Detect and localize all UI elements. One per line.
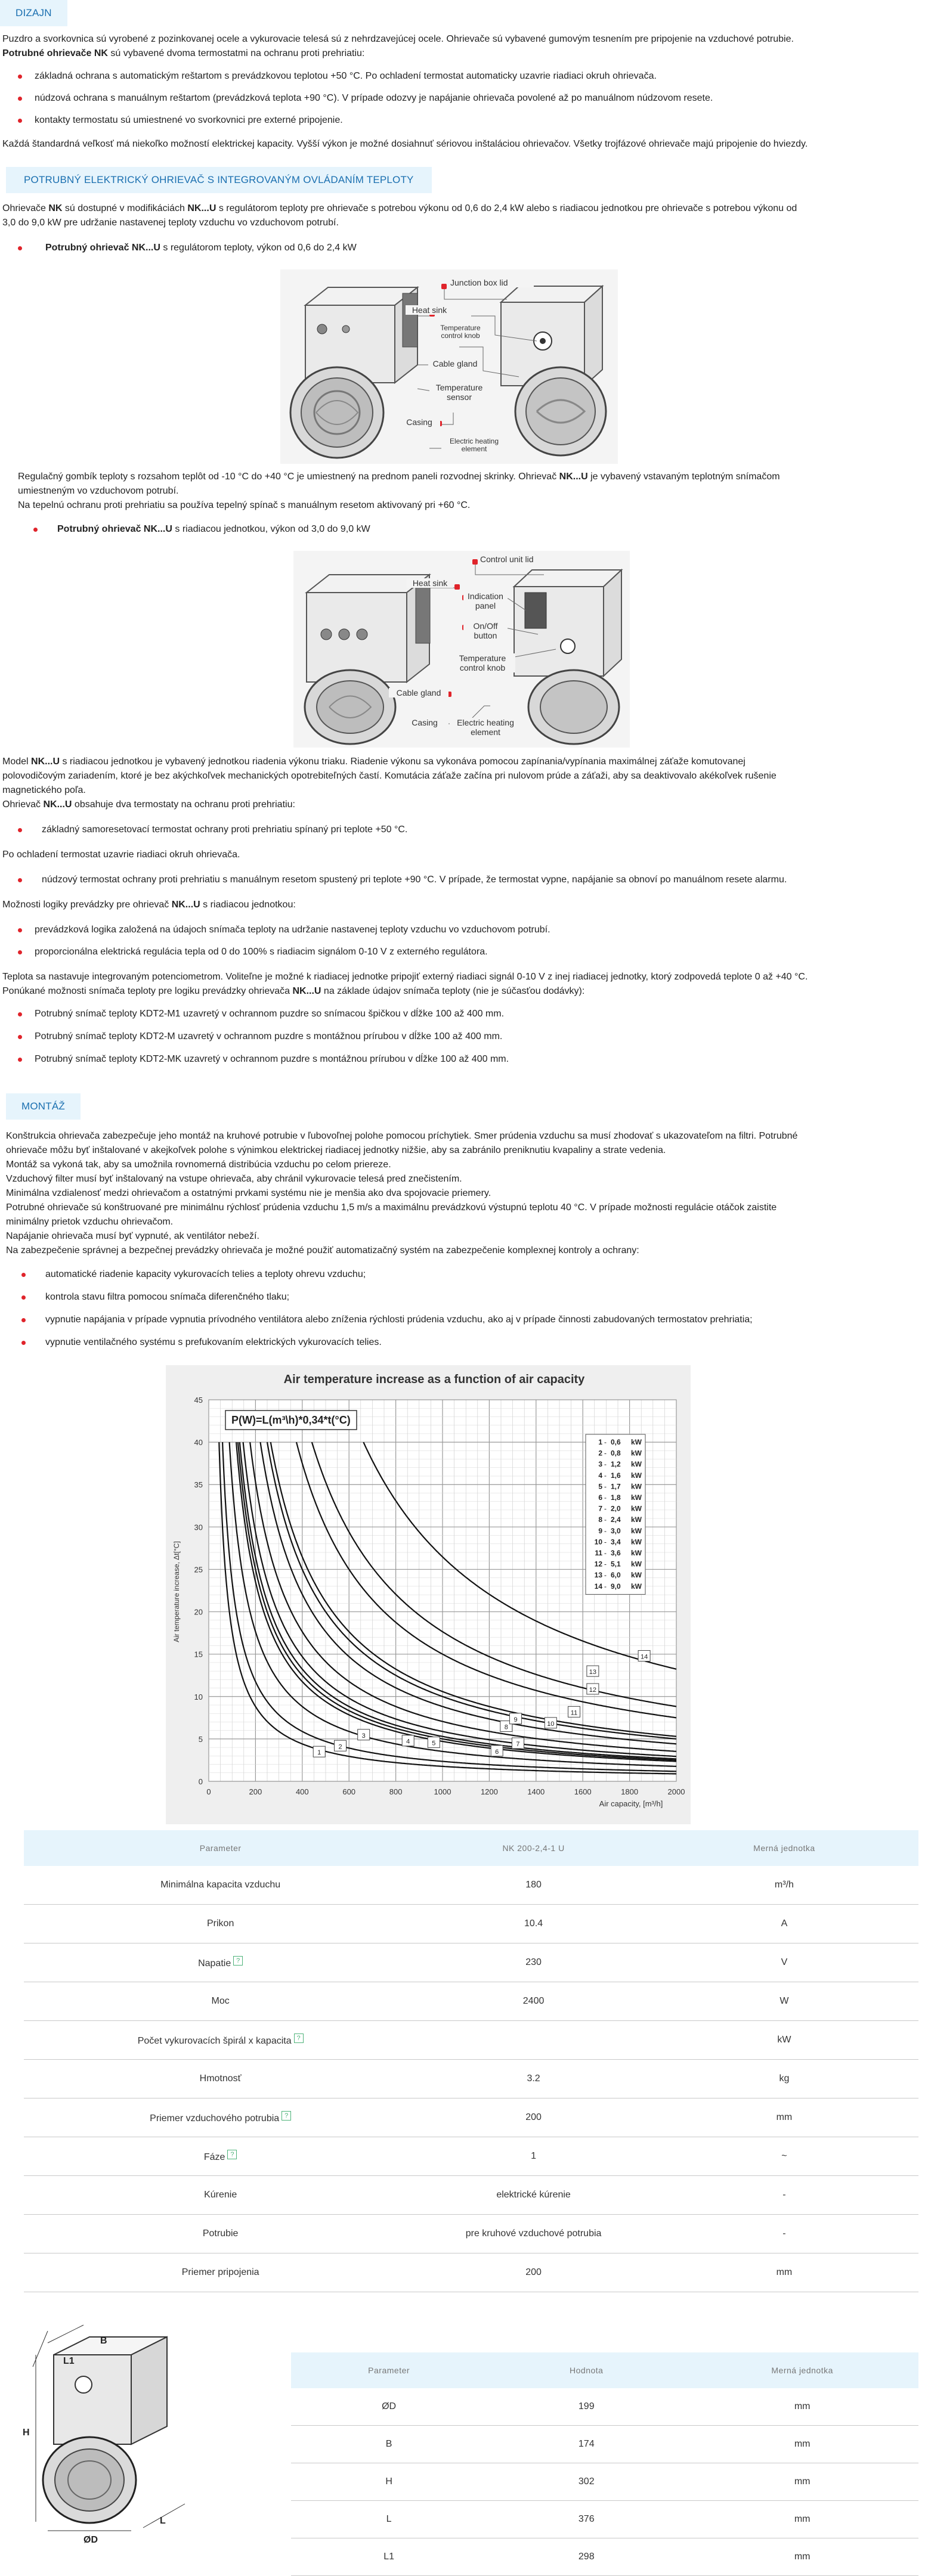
- param-unit: -: [650, 2176, 918, 2215]
- dims-cell-v: 376: [487, 2501, 686, 2538]
- help-icon[interactable]: ?: [294, 2033, 304, 2043]
- chart-title: Air temperature increase as a function of air capacity: [283, 1373, 585, 1386]
- chart-curve-label: 7: [516, 1741, 520, 1748]
- chart-legend-unit: kW: [631, 1504, 642, 1513]
- mounting-line: Konštrukcia ohrievača zabezpečuje jeho montáž na kruhové potrubie v ľubovoľnej polohe pomocou príchytiek. Smer prúdenia vzduchu sa musí zhodovať s ukazovateľom na filtri. Potrubné: [6, 1131, 798, 1141]
- label-cable-gland-2: Cable gland: [389, 688, 448, 698]
- label-electric-heating-element: Electric heating element: [441, 438, 507, 453]
- tab-heater-wrap: [6, 167, 924, 193]
- list-item: prevádzková logika založená na údajoch snímača teploty na udržanie nastavenej teploty vzduchu vo vzduchovom potrubí.: [2, 923, 921, 937]
- label-on-off-button: On/Off button: [463, 621, 508, 640]
- chart-legend-id: 3: [598, 1460, 602, 1469]
- param-name: Kúrenie: [24, 2176, 417, 2215]
- chart-curve-label: 3: [361, 1732, 366, 1740]
- heater-intro: [2, 202, 921, 255]
- chart-legend-id: 11: [595, 1549, 602, 1557]
- chart-ytick-label: 10: [194, 1692, 203, 1701]
- chart-legend-dash: -: [604, 1504, 607, 1513]
- has-two-thermostats: Ohrievač NK...U obsahuje dva termostaty na ochranu proti prehriatiu:: [2, 799, 295, 810]
- chart-curve-label: 10: [547, 1720, 555, 1728]
- label-temperature-control-knob: Temperature control knob: [437, 324, 484, 340]
- chart-legend-dash: -: [604, 1560, 607, 1568]
- figure-heater-large: [293, 551, 630, 748]
- chart-xtick-label: 1000: [434, 1787, 451, 1796]
- param-value: 10.4: [417, 1905, 650, 1943]
- chart-legend-dash: -: [604, 1515, 607, 1524]
- param-unit: mm: [650, 2098, 918, 2137]
- chart-xtick-label: 800: [389, 1787, 403, 1796]
- chart-legend-unit: kW: [631, 1537, 642, 1546]
- chart-legend-unit: kW: [631, 1449, 642, 1458]
- chart-ytick-label: 45: [194, 1396, 203, 1405]
- dims-cell-p: H: [291, 2463, 487, 2501]
- chart-legend-value: 0,8: [611, 1449, 621, 1458]
- chart-ylabel: Air temperature increase, Δt[°C]: [172, 1541, 181, 1642]
- param-unit: ~: [650, 2137, 918, 2176]
- param-value: 180: [417, 1866, 650, 1905]
- label-temperature-sensor: Temperature sensor: [429, 383, 489, 402]
- params-table: [24, 1830, 918, 2292]
- heater-intro-line1: Ohrievače NK sú dostupné v modifikáciách NK...U s regulátorom teploty pre ohrievače s potrebou výkonu od 0,6 do 2,4 kW alebo s riadiacou jednotkou pre ohrievače s potrebou výkonu od: [2, 203, 797, 213]
- dim-label-l: L: [160, 2516, 166, 2526]
- param-unit: kW: [650, 2021, 918, 2060]
- chart-legend-dash: -: [604, 1482, 607, 1491]
- label-indication-panel: Indication panel: [463, 591, 508, 610]
- list-item: kontakty termostatu sú umiestnené vo svorkovnici pre externé pripojenie.: [2, 113, 921, 128]
- param-name: Priemer vzduchového potrubia ?: [24, 2098, 417, 2137]
- table-row: [291, 2501, 918, 2538]
- help-icon[interactable]: ?: [282, 2111, 291, 2121]
- chart-legend-unit: kW: [631, 1438, 642, 1446]
- dimensions-table-body: [291, 2388, 918, 2576]
- marker-dot: [454, 584, 460, 590]
- chart-legend-id: 13: [594, 1571, 602, 1580]
- param-value: 230: [417, 1943, 650, 1982]
- chart-curve-label: 14: [640, 1653, 648, 1661]
- chart-ytick-label: 30: [194, 1523, 203, 1532]
- chart-legend-value: 6,0: [611, 1571, 621, 1580]
- dims-cell-p: ØD: [291, 2388, 487, 2426]
- param-value: pre kruhové vzduchové potrubia: [417, 2215, 650, 2253]
- mounting-section: [6, 1129, 924, 1350]
- chart-legend-value: 2,0: [611, 1504, 621, 1513]
- table-row: [291, 2538, 918, 2576]
- param-value: 3.2: [417, 2060, 650, 2098]
- label-control-unit-lid: Control unit lid: [480, 554, 552, 564]
- chart-legend-dash: -: [604, 1537, 607, 1546]
- label-electric-heating-element-2: Electric heating element: [450, 718, 521, 737]
- chart-legend-unit: kW: [631, 1526, 642, 1535]
- dim-label-l1: L1: [63, 2356, 75, 2366]
- dims-cell-u: mm: [686, 2463, 918, 2501]
- chart-legend-id: 9: [598, 1526, 602, 1535]
- tab-heater[interactable]: POTRUBNÝ ELEKTRICKÝ OHRIEVAČ S INTEGROVANÝM OVLÁDANÍM TEPLOTY: [6, 167, 432, 193]
- model-line3: magnetického poľa.: [2, 785, 86, 795]
- table-row: [24, 2060, 918, 2098]
- label-temperature-control-knob-2: Temperature control knob: [450, 653, 515, 672]
- chart-legend-id: 12: [594, 1560, 602, 1568]
- chart-legend-dash: -: [604, 1460, 607, 1469]
- figure-heater-small: [280, 269, 618, 464]
- table-row: [291, 2388, 918, 2426]
- chart-xtick-label: 1800: [621, 1787, 639, 1796]
- variant2-title: Potrubný ohrievač NK...U s riadiacou jednotkou, výkon od 3,0 do 9,0 kW: [18, 522, 928, 537]
- params-th: Parameter: [24, 1830, 417, 1866]
- dims-cell-p: B: [291, 2426, 487, 2463]
- list-item: vypnutie ventilačného systému s prefukovaním elektrických vykurovacích telies.: [6, 1335, 924, 1350]
- chart-legend-dash: -: [604, 1449, 607, 1458]
- model-line1: Model NK...U s riadiacou jednotkou je vybavený jednotkou riadenia výkonu triaku. Riadenie výkonu sa vykonáva pomocou zapínania/vypínania maximálnej záťaže komutovanej: [2, 757, 746, 767]
- dimensions-table: [291, 2352, 918, 2576]
- param-unit: mm: [650, 2253, 918, 2292]
- after-cool-text: Po ochladení termostat uzavrie riadiaci okruh ohrievača.: [2, 850, 240, 860]
- model-line2: polovodičovým zariadením, ktoré je bez akýchkoľvek mechanických opotrebiteľných častí. Komutácia záťaže začína pri nulovom prúde a záťaži, aby sa deaktivovalo akékoľvek rušenie: [2, 771, 777, 781]
- chart-ytick-label: 5: [198, 1734, 203, 1744]
- chart-ytick-label: 15: [194, 1650, 203, 1659]
- chart-formula: P(W)=L(m³\h)*0,34*t(°C): [231, 1414, 351, 1426]
- table-row: [291, 2463, 918, 2501]
- chart-curve-label: 12: [589, 1686, 597, 1694]
- param-unit: m³/h: [650, 1866, 918, 1905]
- tab-mounting[interactable]: MONTÁŽ: [6, 1093, 81, 1120]
- label-junction-box-lid: Junction box lid: [450, 278, 534, 287]
- chart-xtick-label: 1400: [527, 1787, 545, 1796]
- chart-legend-id: 1: [598, 1438, 602, 1446]
- chart-legend-dash: -: [604, 1571, 607, 1580]
- dims-th: Parameter: [291, 2352, 487, 2388]
- table-row: [24, 2021, 918, 2060]
- label-casing-2: Casing: [401, 718, 448, 727]
- mounting-line: Montáž sa vykoná tak, aby sa umožnila rovnomerná distribúcia vzduchu po celom priereze.: [6, 1160, 391, 1170]
- list-item: Potrubný snímač teploty KDT2-MK uzavretý v ochrannom puzdre s montážnou prírubou v dĺžke 100 až 400 mm.: [2, 1052, 921, 1067]
- table-row: [24, 2215, 918, 2253]
- params-table-body: [24, 1866, 918, 2292]
- tab-design[interactable]: DIZAJN: [0, 0, 67, 26]
- chart-legend-id: 10: [594, 1537, 602, 1546]
- thermostat-emergency-list: [2, 873, 921, 887]
- list-item: základná ochrana s automatickým reštartom s prevádzkovou teplotou +50 °C. Po ochladení termostat automaticky uzavrie riadiaci okruh ohrievača.: [2, 69, 921, 83]
- chart-legend-unit: kW: [631, 1549, 642, 1557]
- label-cable-gland: Cable gland: [428, 359, 482, 368]
- list-item: núdzová ochrana s manuálnym reštartom (prevádzková teplota +90 °C). V prípade odozvy je napájanie ohrievača povolené až po manuálnom núdzovom resete.: [2, 91, 921, 106]
- chart-legend-dash: -: [604, 1526, 607, 1535]
- dims-cell-u: mm: [686, 2538, 918, 2576]
- chart-legend-value: 2,4: [611, 1515, 621, 1524]
- chart-container: [166, 1365, 691, 1824]
- mounting-line: Potrubné ohrievače sú konštruované pre minimálnu rýchlosť prúdenia vzduchu 1,5 m/s a maximálnu prevádzkovú výstupnú teplotu 40 °C. V prípade možnosti regulácie otáčok zaistite: [6, 1202, 777, 1213]
- dims-cell-u: mm: [686, 2388, 918, 2426]
- chart-legend-unit: kW: [631, 1515, 642, 1524]
- chart-legend-value: 1,7: [611, 1482, 621, 1491]
- param-value: 2400: [417, 1982, 650, 2021]
- dims-cell-v: 174: [487, 2426, 686, 2463]
- chart-legend-value: 3,6: [611, 1549, 621, 1557]
- param-value: 200: [417, 2098, 650, 2137]
- list-item: Potrubný snímač teploty KDT2-M uzavretý v ochrannom puzdre s montážnou prírubou v dĺžke 100 až 400 mm.: [2, 1030, 921, 1044]
- design-p3: Každá štandardná veľkosť má niekoľko možností elektrickej kapacity. Vyšší výkon je možné dosiahnuť sériovou inštaláciou ohrievačov. Všetky trojfázové ohrievače majú pripojenie do hviezdy.: [2, 139, 808, 149]
- chart-xlabel: Air capacity, [m³/h]: [599, 1799, 663, 1808]
- params-table-header: [24, 1830, 918, 1866]
- dims-th: Hodnota: [487, 2352, 686, 2388]
- mounting-line: Napájanie ohrievača musí byť vypnuté, ak ventilátor nebeží.: [6, 1231, 259, 1241]
- chart-curve-label: 2: [338, 1743, 342, 1751]
- chart-ytick-label: 0: [198, 1777, 203, 1786]
- chart-ytick-label: 35: [194, 1480, 203, 1490]
- chart-legend-unit: kW: [631, 1560, 642, 1568]
- chart-legend-unit: kW: [631, 1460, 642, 1469]
- chart-legend-id: 14: [594, 1582, 602, 1591]
- table-row: [24, 1905, 918, 1943]
- chart-legend-value: 1,2: [611, 1460, 621, 1469]
- chart-curve-label: 6: [495, 1748, 499, 1756]
- chart-legend-dash: -: [604, 1549, 607, 1557]
- chart-legend-value: 0,6: [611, 1438, 621, 1446]
- chart-xtick-label: 1200: [480, 1787, 498, 1796]
- param-name: Hmotnosť: [24, 2060, 417, 2098]
- list-item: kontrola stavu filtra pomocou snímača diferenčného tlaku;: [6, 1290, 924, 1304]
- param-name: Počet vykurovacích špirál x kapacita ?: [24, 2021, 417, 2060]
- chart-legend-box: [586, 1434, 645, 1594]
- dimension-drawing: [12, 2319, 191, 2558]
- chart-legend-id: 8: [598, 1515, 602, 1524]
- list-item: proporcionálna elektrická regulácia tepla od 0 do 100% s riadiacim signálom 0-10 V z externého regulátora.: [2, 945, 921, 959]
- design-section: [2, 32, 921, 151]
- param-unit: -: [650, 2215, 918, 2253]
- list-item: Potrubný snímač teploty KDT2-M1 uzavretý v ochrannom puzdre so snímacou špičkou v dĺžke 100 až 400 mm.: [2, 1007, 921, 1021]
- chart-formula-box: [225, 1411, 357, 1430]
- param-value: 1: [417, 2137, 650, 2176]
- param-value: elektrické kúrenie: [417, 2176, 650, 2215]
- chart-legend-value: 1,8: [611, 1493, 621, 1502]
- list-item: automatické riadenie kapacity vykurovacích telies a teploty ohrevu vzduchu;: [6, 1267, 924, 1282]
- mounting-line: Minimálna vzdialenosť medzi ohrievačom a ostatnými prvkami systému nie je menšia ako dva spojovacie priemery.: [6, 1188, 491, 1198]
- table-row: [291, 2426, 918, 2463]
- label-heat-sink: Heat sink: [406, 305, 453, 315]
- dim-label-b: B: [100, 2336, 107, 2346]
- param-value: [417, 2021, 650, 2060]
- variant1-list: [2, 241, 921, 255]
- chart-legend-dash: -: [604, 1582, 607, 1591]
- chart-legend-id: 4: [598, 1471, 602, 1480]
- help-icon[interactable]: ?: [227, 2150, 237, 2159]
- chart-curve-label: 1: [317, 1749, 321, 1757]
- params-th: Merná jednotka: [650, 1830, 918, 1866]
- mounting-line: Vzduchový filter musí byť inštalovaný na vstupe ohrievača, aby chránil vykurovacie telesá pred znečistením.: [6, 1174, 462, 1184]
- list-item: vypnutie napájania v prípade vypnutia prívodného ventilátora alebo zníženia rýchlosti prúdenia vzduchu, ako aj v prípade činnosti zabudovaných termostatov prehriatia;: [6, 1313, 924, 1327]
- tab-mounting-wrap: [6, 1093, 924, 1120]
- param-name: Prikon: [24, 1905, 417, 1943]
- chart-legend-id: 5: [598, 1482, 602, 1491]
- design-bullets: [2, 69, 921, 128]
- chart-curve-label: 8: [504, 1723, 508, 1731]
- chart-curve-label: 9: [514, 1716, 518, 1723]
- chart-legend-value: 3,4: [611, 1537, 621, 1546]
- mounting-line: ohrievače môžu byť inštalované v akejkoľvek polohe s výnimkou elektrickej riadiacej jednotky nižšie, aby sa zabránilo preniknutiu kvapaliny a strate vedenia.: [6, 1145, 666, 1155]
- param-unit: W: [650, 1982, 918, 2021]
- param-unit: V: [650, 1943, 918, 1982]
- table-row: [24, 1982, 918, 2021]
- chart-xtick-label: 600: [342, 1787, 356, 1796]
- chart-curve-label: 13: [589, 1669, 597, 1676]
- model-text: [2, 755, 921, 1067]
- chart-curve-label: 4: [406, 1738, 410, 1746]
- chart-legend: [586, 1434, 645, 1594]
- chart-legend-dash: -: [604, 1471, 607, 1480]
- temp-line2: Ponúkané možnosti snímača teploty pre logiku prevádzky ohrievača NK...U na základe údajov snímača teploty (nie je súčasťou dodávky):: [2, 986, 585, 996]
- regulator-line3: Na tepelnú ochranu proti prehriatiu sa používa tepelný spínač s manuálnym resetom aktivovaný pri +60 °C.: [18, 500, 471, 510]
- param-unit: kg: [650, 2060, 918, 2098]
- chart-legend-unit: kW: [631, 1471, 642, 1480]
- chart-xtick-label: 400: [295, 1787, 309, 1796]
- dimensions-table-header: [291, 2352, 918, 2388]
- help-icon[interactable]: ?: [233, 1956, 243, 1966]
- logic-list: [2, 923, 921, 959]
- marker-dot: [441, 284, 447, 289]
- mounting-bullets: [6, 1267, 924, 1350]
- chart-ytick-label: 20: [194, 1607, 203, 1617]
- dims-cell-u: mm: [686, 2426, 918, 2463]
- param-name: Minimálna kapacita vzduchu: [24, 1866, 417, 1905]
- dim-label-d: ØD: [83, 2535, 98, 2545]
- sensor-list: [2, 1007, 921, 1067]
- chart-ytick-label: 25: [194, 1565, 203, 1574]
- thermostat-auto-list: [2, 823, 921, 837]
- variant2-list: [18, 522, 928, 537]
- chart-xtick-label: 200: [249, 1787, 262, 1796]
- chart-legend-unit: kW: [631, 1571, 642, 1580]
- tab-design-wrap: [0, 0, 918, 26]
- design-p2: Potrubné ohrievače NK sú vybavené dvoma termostatmi na ochranu proti prehriatiu:: [2, 48, 365, 58]
- dim-label-h: H: [23, 2428, 30, 2438]
- regulator-text: [18, 470, 928, 537]
- chart-legend-dash: -: [604, 1493, 607, 1502]
- heater-intro-line2: 3,0 do 9,0 kW pre udržanie nastavenej teploty vzduchu vo vzduchovom potrubí.: [2, 218, 339, 228]
- table-row: [24, 1866, 918, 1905]
- table-row: [24, 2253, 918, 2292]
- chart-legend-value: 1,6: [611, 1471, 621, 1480]
- chart-svg: [166, 1365, 691, 1824]
- param-value: 200: [417, 2253, 650, 2292]
- logic-intro: Možnosti logiky prevádzky pre ohrievač NK...U s riadiacou jednotkou:: [2, 900, 296, 910]
- marker-dot: [472, 559, 478, 565]
- param-name: Napatie ?: [24, 1943, 417, 1982]
- table-row: [24, 2137, 918, 2176]
- dims-cell-v: 302: [487, 2463, 686, 2501]
- dims-cell-v: 199: [487, 2388, 686, 2426]
- chart-legend-unit: kW: [631, 1493, 642, 1502]
- chart-legend-value: 5,1: [611, 1560, 621, 1568]
- chart-legend-id: 2: [598, 1449, 602, 1458]
- regulator-line1: Regulačný gombík teploty s rozsahom teplôt od -10 °C do +40 °C je umiestnený na prednom paneli rozvodnej skrinky. Ohrievač NK...U je vybavený vstavaným teplotným snímačom: [18, 472, 780, 482]
- dims-cell-u: mm: [686, 2501, 918, 2538]
- chart-xtick-label: 1600: [574, 1787, 592, 1796]
- dims-cell-p: L: [291, 2501, 487, 2538]
- regulator-line2: umiestneným vo vzduchovom potrubí.: [18, 486, 179, 496]
- temp-line1: Teplota sa nastavuje integrovaným potenciometrom. Voliteľne je možné k riadiacej jednotke pripojiť externý riadiaci signál 0-10 V z inej riadiacej jednotky, ktorý zodpovedá teplote 0 až +40 °C.: [2, 972, 808, 982]
- table-row: [24, 2176, 918, 2215]
- chart-legend-unit: kW: [631, 1482, 642, 1491]
- label-casing: Casing: [398, 417, 440, 427]
- chart-xtick-label: 0: [206, 1787, 211, 1796]
- table-row: [24, 2098, 918, 2137]
- table-row: [24, 1943, 918, 1982]
- dims-cell-v: 298: [487, 2538, 686, 2576]
- design-p1: Puzdro a svorkovnica sú vyrobené z pozinkovanej ocele a vykurovacie telesá sú z nehrdzavejúcej ocele. Ohrievače sú vybavené gumovým tesnením pre pripojenie na vzduchové potrubie.: [2, 34, 794, 44]
- chart-legend-value: 3,0: [611, 1526, 621, 1535]
- param-name: Potrubie: [24, 2215, 417, 2253]
- chart-ytick-label: 40: [194, 1438, 203, 1447]
- chart-curve-label: 5: [432, 1740, 436, 1747]
- chart-legend-id: 6: [598, 1493, 602, 1502]
- chart-xtick-label: 2000: [667, 1787, 685, 1796]
- dims-cell-p: L1: [291, 2538, 487, 2576]
- chart-legend-id: 7: [598, 1504, 602, 1513]
- param-unit: A: [650, 1905, 918, 1943]
- param-name: Priemer pripojenia: [24, 2253, 417, 2292]
- list-item: základný samoresetovací termostat ochrany proti prehriatiu spínaný pri teplote +50 °C.: [2, 823, 921, 837]
- mounting-line: minimálny prietok vzduchu ohrievačom.: [6, 1217, 174, 1227]
- dims-th: Merná jednotka: [686, 2352, 918, 2388]
- chart-legend-value: 9,0: [611, 1582, 621, 1591]
- chart-legend-unit: kW: [631, 1582, 642, 1591]
- params-th: NK 200-2,4-1 U: [417, 1830, 650, 1866]
- param-name: Fáze ?: [24, 2137, 417, 2176]
- chart-curve-label: 11: [570, 1709, 578, 1717]
- chart-legend-dash: -: [604, 1438, 607, 1446]
- list-item: núdzový termostat ochrany proti prehriatiu s manuálnym resetom spustený pri teplote +90 °C. V prípade, že termostat vypne, napájanie sa obnoví po manuálnom resete alarmu.: [2, 873, 921, 887]
- param-name: Moc: [24, 1982, 417, 2021]
- variant1-title: Potrubný ohrievač NK...U s regulátorom teploty, výkon od 0,6 do 2,4 kW: [2, 241, 921, 255]
- label-heat-sink-2: Heat sink: [407, 578, 453, 588]
- mounting-line: Na zabezpečenie správnej a bezpečnej prevádzky ohrievača je možné použiť automatizačný systém na zabezpečenie komplexnej kontroly a ochrany:: [6, 1245, 639, 1256]
